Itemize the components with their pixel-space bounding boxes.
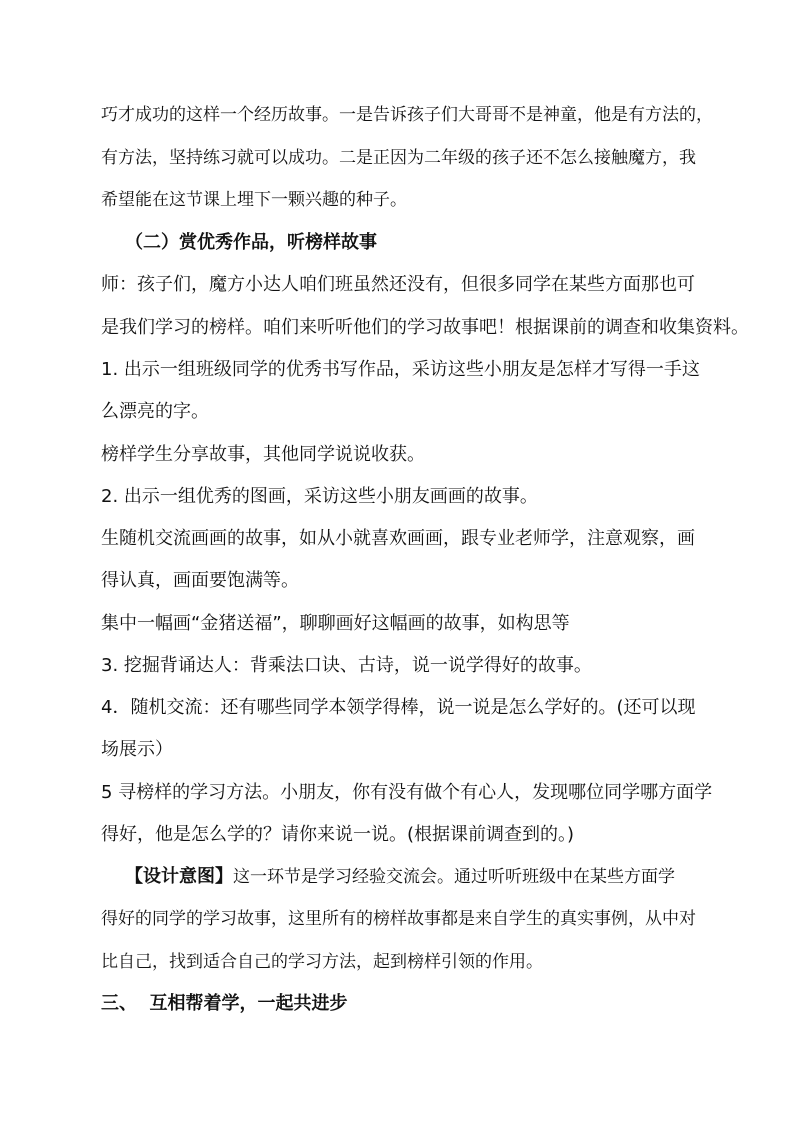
section-two-heading: （二）赏优秀作品，听榜样故事 <box>125 232 377 253</box>
design-intent-line-1 <box>125 865 675 889</box>
item-4-line-1: 4．随机交流：还有哪些同学本领学得棒，说一说是怎么学好的。(还可以现 <box>101 697 696 718</box>
item-1-line-2: 么漂亮的字。 <box>101 401 209 422</box>
item-5-line-2: 得好，他是怎么学的？请你来说一说。(根据课前调查到的。) <box>101 824 575 845</box>
item-3: 3. 挖掘背诵达人：背乘法口诀、古诗，说一说学得好的故事。 <box>101 655 592 676</box>
intro-line-2: 有方法，坚持练习就可以成功。二是正因为二年级的孩子还不怎么接触魔方，我 <box>101 148 696 168</box>
item-2-focus: 集中一幅画“金猪送福”，聊聊画好这幅画的故事，如构思等 <box>101 613 570 634</box>
design-intent-line-2: 得好的同学的学习故事，这里所有的榜样故事都是来自学生的真实事例，从中对 <box>101 909 696 929</box>
item-2-note-line-1: 生随机交流画画的故事，如从小就喜欢画画，跟专业老师学，注意观察，画 <box>101 528 695 549</box>
item-1-line-1: 1. 出示一组班级同学的优秀书写作品，采访这些小朋友是怎样才写得一手这 <box>101 359 700 380</box>
design-intent-text: 这一环节是学习经验交流会。通过听听班级中在某些方面学 <box>233 867 675 887</box>
item-1-note: 榜样学生分享故事，其他同学说说收获。 <box>101 444 425 465</box>
teacher-line-2: 是我们学习的榜样。咱们来听听他们的学习故事吧！根据课前的调查和收集资料。 <box>101 317 749 338</box>
intro-line-1: 巧才成功的这样一个经历故事。一是告诉孩子们大哥哥不是神童，他是有方法的， <box>101 105 713 125</box>
design-intent-tag: 【设计意图】 <box>125 866 233 887</box>
item-4-line-2: 场展示） <box>101 739 173 760</box>
item-2: 2. 出示一组优秀的图画，采访这些小朋友画画的故事。 <box>101 486 538 507</box>
item-5-line-1: 5 寻榜样的学习方法。小朋友，你有没有做个有心人，发现哪位同学哪方面学 <box>101 782 713 803</box>
teacher-line-1: 师：孩子们，魔方小达人咱们班虽然还没有，但很多同学在某些方面那也可 <box>101 274 695 295</box>
design-intent-line-3: 比自己，找到适合自己的学习方法，起到榜样引领的作用。 <box>101 952 543 972</box>
item-2-note-line-2: 得认真，画面要饱满等。 <box>101 570 299 591</box>
intro-line-3: 希望能在这节课上埋下一颗兴趣的种子。 <box>101 190 407 210</box>
section-three-heading: 三、 互相帮着学，一起共进步 <box>101 993 348 1014</box>
